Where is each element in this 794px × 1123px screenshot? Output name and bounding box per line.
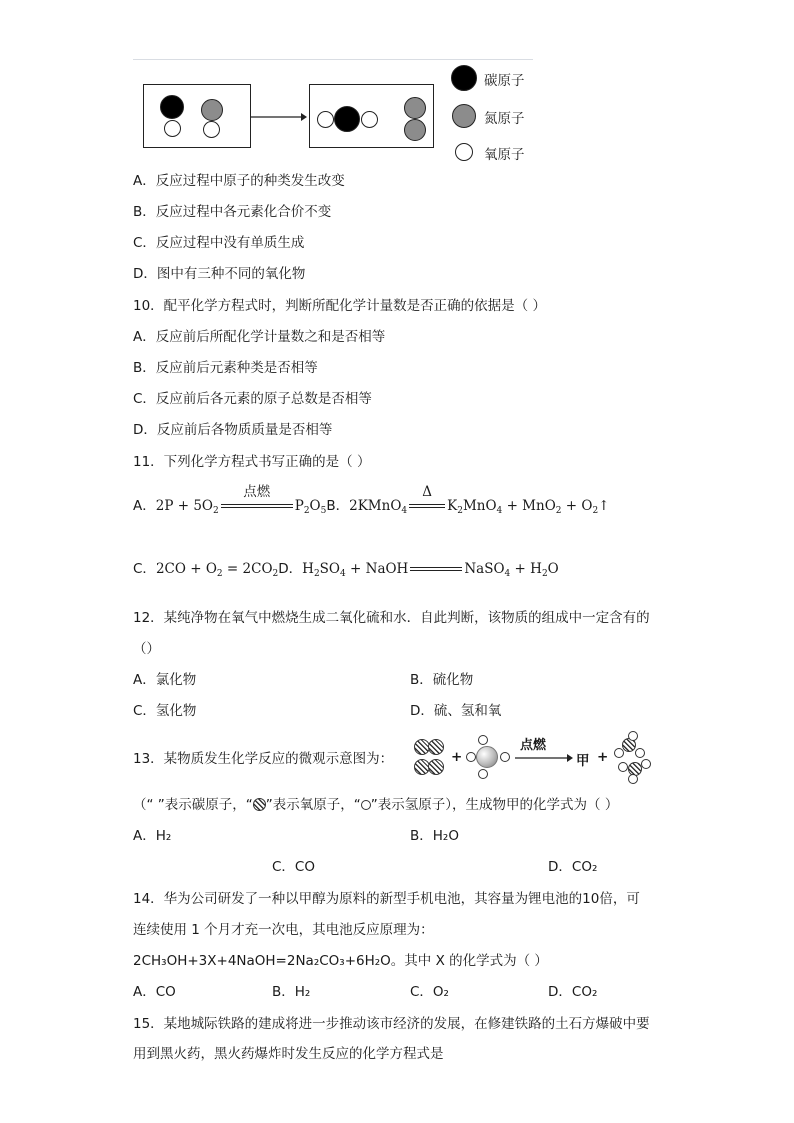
hydrogen-atom bbox=[635, 748, 645, 758]
q10-option-a: A．反应前后所配化学计量数之和是否相等 bbox=[133, 329, 386, 345]
carbon-atom bbox=[334, 106, 360, 132]
q14-option-d: D．CO₂ bbox=[548, 984, 598, 1000]
product-box bbox=[309, 84, 434, 148]
equals-sign bbox=[410, 566, 462, 573]
q11-label-d: D． bbox=[278, 561, 303, 577]
reactant-box bbox=[143, 84, 251, 148]
header-rule bbox=[133, 59, 533, 60]
q14-line1: 14．华为公司研发了一种以甲醇为原料的新型手机电池，其容量为锂电池的10倍，可 bbox=[133, 891, 640, 907]
q11-label-a: A． bbox=[133, 498, 156, 514]
q9-option-a: A．反应过程中原子的种类发生改变 bbox=[133, 173, 345, 189]
q9-option-b: B．反应过程中各元素化合价不变 bbox=[133, 204, 332, 220]
hydrogen-atom bbox=[500, 752, 510, 762]
q11-options-ab bbox=[133, 484, 610, 516]
q15-line2: 用到黑火药，黑火药爆炸时发生反应的化学方程式是 bbox=[133, 1046, 444, 1062]
q13-option-b: B．H₂O bbox=[410, 828, 459, 844]
q12-option-a: A．氯化物 bbox=[133, 672, 197, 688]
q14-option-b: B．H₂ bbox=[272, 984, 311, 1000]
hydrogen-atom bbox=[628, 774, 638, 784]
q13-option-a: A．H₂ bbox=[133, 828, 172, 844]
nitrogen-atom bbox=[201, 99, 223, 121]
hydrogen-atom bbox=[478, 769, 488, 779]
q13-condition: 点燃 bbox=[520, 738, 547, 753]
q10-option-d: D．反应前后各物质质量是否相等 bbox=[133, 422, 333, 438]
oxygen-atom bbox=[203, 121, 220, 138]
q12-paren: （） bbox=[133, 641, 160, 657]
oxygen-icon bbox=[253, 798, 266, 811]
q13-note bbox=[133, 796, 618, 814]
q12-option-b: B．硫化物 bbox=[410, 672, 474, 688]
legend-carbon: 碳原子 bbox=[484, 73, 525, 89]
reaction-arrow bbox=[251, 111, 307, 123]
oxygen-molecule-atom bbox=[428, 739, 444, 755]
oxygen-atom bbox=[317, 111, 334, 128]
hydrogen-atom bbox=[614, 748, 624, 758]
nitrogen-legend-icon bbox=[452, 104, 476, 128]
hydrogen-atom bbox=[641, 759, 651, 769]
condition-ignite: 点燃 bbox=[243, 484, 271, 500]
q9-option-d: D．图中有三种不同的氧化物 bbox=[133, 266, 306, 282]
q10-stem: 10．配平化学方程式时，判断所配化学计量数是否正确的依据是（ ） bbox=[133, 298, 546, 314]
q12-stem: 12．某纯净物在氧气中燃烧生成二氧化硫和水．自此判断，该物质的组成中一定含有的 bbox=[133, 610, 650, 626]
carbon-atom bbox=[476, 746, 498, 768]
legend-nitrogen: 氮原子 bbox=[484, 111, 525, 127]
q11-label-b: B． bbox=[326, 498, 350, 514]
q13-option-d: D．CO₂ bbox=[548, 859, 598, 875]
oxygen-molecule-atom bbox=[428, 759, 444, 775]
condition-heat: Δ bbox=[422, 484, 432, 500]
q9-option-c: C．反应过程中没有单质生成 bbox=[133, 235, 305, 251]
hydrogen-atom bbox=[618, 762, 628, 772]
q10-option-b: B．反应前后元素种类是否相等 bbox=[133, 360, 318, 376]
oxygen-atom bbox=[164, 120, 181, 137]
equals-sign bbox=[409, 484, 445, 510]
q13-note-b: ”表示氧原子，“ bbox=[265, 797, 361, 813]
oxygen-legend-icon bbox=[455, 143, 473, 161]
legend-oxygen: 氧原子 bbox=[484, 147, 525, 163]
hydrogen-atom bbox=[628, 731, 638, 741]
equation-a: $2P + 5O_2$ 点燃 $P_2O_5$ bbox=[155, 484, 327, 516]
q14-line2: 连续使用 1 个月才充一次电，其电池反应原理为： bbox=[133, 922, 434, 938]
q14-option-c: C．O₂ bbox=[410, 984, 449, 1000]
q15-line1: 15．某地城际铁路的建成将进一步推动该市经济的发展，在修建铁路的土石方爆破中要 bbox=[133, 1016, 650, 1032]
reaction-arrow bbox=[515, 753, 573, 763]
plus-sign: + bbox=[451, 749, 463, 765]
carbon-atom bbox=[160, 95, 184, 119]
q12-option-d: D．硫、氢和氧 bbox=[410, 703, 502, 719]
q13-option-c: C．CO bbox=[272, 859, 315, 875]
plus-sign: + bbox=[597, 749, 609, 765]
q13-stem: 13．某物质发生化学反应的微观示意图为： bbox=[133, 751, 394, 767]
q11-stem: 11．下列化学方程式书写正确的是（ ） bbox=[133, 454, 371, 470]
q14-line3: 2CH₃OH+3X+4NaOH=2Na₂CO₃+6H₂O。其中 X 的化学式为（ ） bbox=[133, 953, 548, 969]
q13-note-c: ”表示氢原子），生成物甲的化学式为（ ） bbox=[370, 797, 619, 813]
q13-note-a: （“ ”表示碳原子，“ bbox=[133, 797, 253, 813]
equation-b: 2KMnO$_4$ Δ $K_2MnO_4 + MnO_2$ + $O_2↑$ bbox=[349, 484, 610, 516]
q10-option-c: C．反应前后各元素的原子总数是否相等 bbox=[133, 391, 372, 407]
hydrogen-icon bbox=[361, 800, 371, 810]
hydrogen-atom bbox=[478, 735, 488, 745]
carbon-legend-icon bbox=[451, 65, 477, 91]
oxygen-atom bbox=[361, 111, 378, 128]
q11-options-cd bbox=[133, 560, 559, 578]
q13-product: 甲 bbox=[576, 753, 590, 769]
nitrogen-atom bbox=[404, 119, 426, 141]
equals-sign bbox=[221, 484, 293, 510]
hydrogen-atom bbox=[466, 752, 476, 762]
q12-option-c: C．氢化物 bbox=[133, 703, 197, 719]
equation-c: $2CO + O_2 = 2CO_2$ bbox=[155, 561, 279, 579]
nitrogen-atom bbox=[404, 97, 426, 119]
q14-option-a: A．CO bbox=[133, 984, 176, 1000]
equation-d: $H_2SO_4$ + NaOH NaSO$_4$ + $H_2O$ bbox=[302, 561, 559, 579]
q11-label-c: C． bbox=[133, 561, 156, 577]
